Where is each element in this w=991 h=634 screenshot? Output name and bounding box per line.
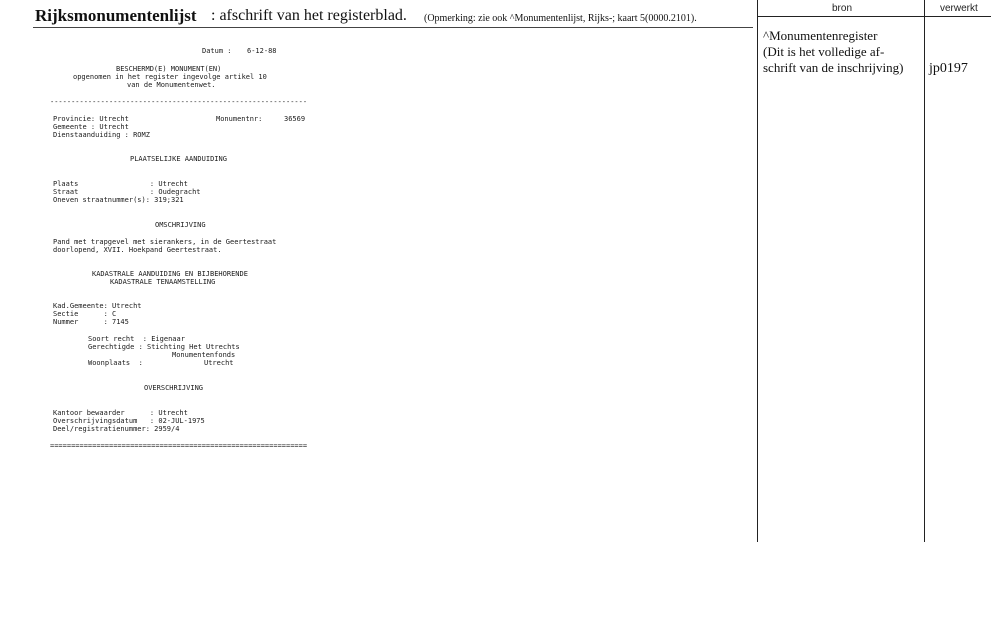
table-vertical-mid	[924, 0, 925, 542]
kadastraal-heading-1: KADASTRALE AANDUIDING EN BIJBEHORENDE	[92, 270, 248, 278]
oneven-line: Oneven straatnummer(s): 319;321	[53, 196, 184, 204]
header-underline	[33, 27, 753, 28]
datum-label: Datum :	[202, 47, 232, 55]
omschrijving-line-1: Pand met trapgevel met sierankers, in de Geertestraat	[53, 238, 277, 246]
column-header-bron: bron	[832, 3, 853, 14]
datum-value: 6-12-88	[247, 47, 277, 55]
document-subtitle: : afschrift van het registerblad.	[211, 7, 407, 24]
plaats-line: Plaats : Utrecht	[53, 180, 188, 188]
kad-gemeente-line: Kad.Gemeente: Utrecht	[53, 302, 142, 310]
straat-line: Straat : Oudegracht	[53, 188, 201, 196]
kadastraal-heading-2: KADASTRALE TENAAMSTELLING	[110, 278, 216, 286]
monumentnr-value: 36569	[284, 115, 306, 123]
nummer-line: Nummer : 7145	[53, 318, 129, 326]
dashed-separator: -------------------------------------------------------------	[50, 98, 308, 106]
plaatselijke-heading: PLAATSELIJKE AANDUIDING	[130, 155, 227, 163]
overschrijvingsdatum-line: Overschrijvingsdatum : 02-JUL-1975	[53, 417, 205, 425]
gerechtigde-line-1: Gerechtigde : Stichting Het Utrechts	[88, 343, 240, 351]
gerechtigde-line-2: Monumentenfonds	[172, 351, 236, 359]
woonplaats-label: Woonplaats :	[88, 359, 143, 367]
dienstaanduiding-line: Dienstaanduiding : ROMZ	[53, 131, 150, 139]
kantoor-line: Kantoor bewaarder : Utrecht	[53, 409, 188, 417]
bron-line-2: (Dit is het volledige af-	[763, 44, 885, 59]
bron-line-3: schrift van de inschrijving)	[763, 60, 904, 75]
omschrijving-heading: OMSCHRIJVING	[155, 221, 206, 229]
heading-beschermd: BESCHERMD(E) MONUMENT(EN)	[116, 65, 222, 73]
woonplaats-value: Utrecht	[204, 359, 234, 367]
table-vertical-left	[757, 0, 758, 542]
equals-separator: =============================================================	[50, 442, 308, 450]
verwerkt-value: jp0197	[929, 61, 968, 76]
soort-recht-line: Soort recht : Eigenaar	[88, 335, 185, 343]
gemeente-line: Gemeente : Utrecht	[53, 123, 129, 131]
deel-line: Deel/registratienummer: 2959/4	[53, 425, 180, 433]
sectie-line: Sectie : C	[53, 310, 117, 318]
document-note: (Opmerking: zie ook ^Monumentenlijst, Rijks-; kaart 5(0000.2101).	[424, 13, 697, 24]
monumentnr-label: Monumentnr:	[216, 115, 263, 123]
provincie-line: Provincie: Utrecht	[53, 115, 129, 123]
table-header-rule	[757, 16, 991, 17]
bron-line-1: ^Monumentenregister	[763, 28, 878, 43]
column-header-verwerkt: verwerkt	[940, 3, 978, 14]
document-title: Rijksmonumentenlijst	[35, 6, 197, 25]
heading-monumentenwet: van de Monumentenwet.	[127, 81, 216, 89]
overschrijving-heading: OVERSCHRIJVING	[144, 384, 204, 392]
heading-opgenomen: opgenomen in het register ingevolge artikel 10	[73, 73, 267, 81]
omschrijving-line-2: doorlopend, XVII. Hoekpand Geertestraat.	[53, 246, 222, 254]
